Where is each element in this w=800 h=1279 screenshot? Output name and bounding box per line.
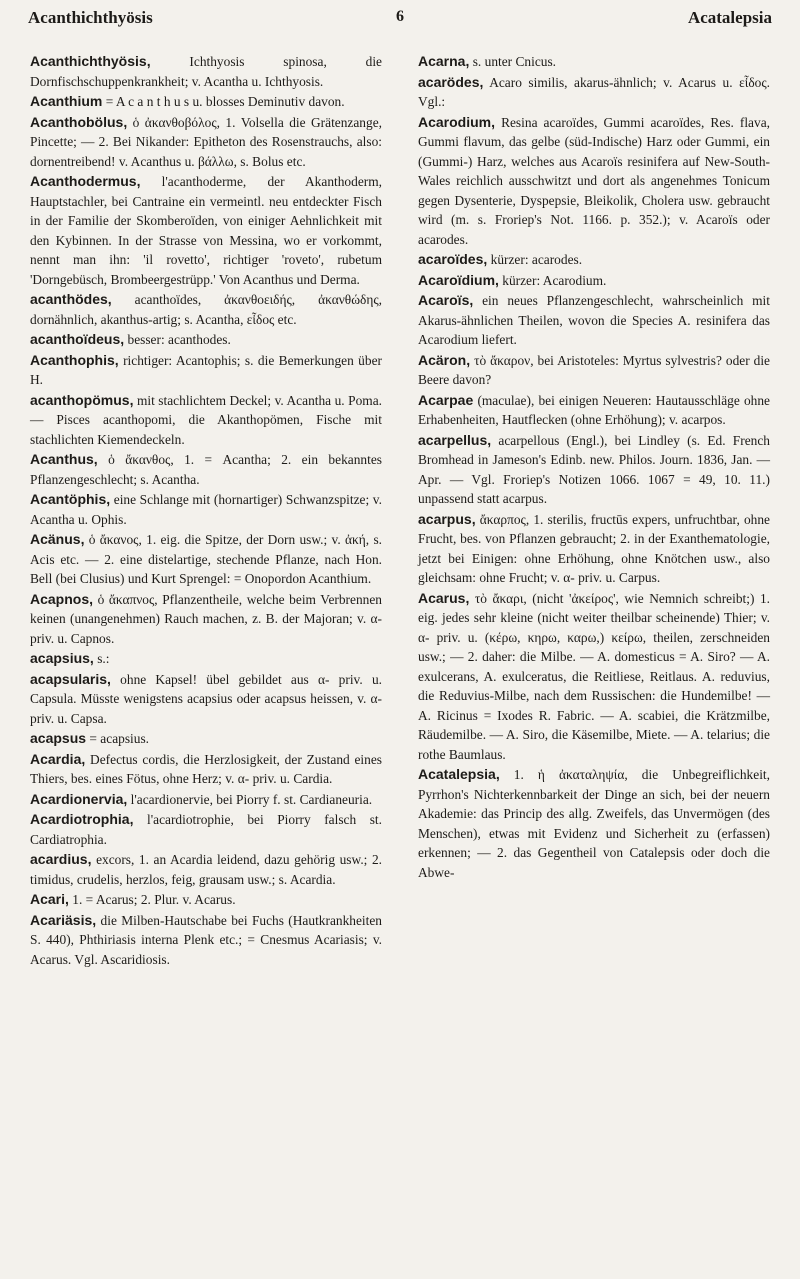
entry-definition: mit stachlichtem Deckel; v. Acantha u. Poma. — Pisces acanthopomi, die Akanthopömen, Fische mit stachlichten Kiemendeckeln. (30, 392, 382, 447)
right-column (418, 52, 770, 883)
dictionary-entry (30, 649, 382, 669)
entry-headword: Acanthodermus, (30, 173, 141, 189)
entry-headword: acanthoïdeus, (30, 331, 125, 347)
entry-headword: acarpus, (418, 510, 476, 527)
entry-headword: Acänus, (30, 531, 85, 547)
entry-definition: ein neues Pflanzengeschlecht, wahrscheinlich mit Akarus-ähnlichen Theilen, wovon die Species A. resinifera das Acarodium liefert. (418, 293, 770, 347)
dictionary-entry (30, 290, 382, 329)
dictionary-entry (418, 73, 770, 112)
dictionary-entry (30, 750, 382, 789)
entry-headword: acardius, (30, 851, 92, 867)
dictionary-entry (418, 291, 770, 350)
dictionary-entry (418, 351, 770, 390)
entry-headword: Acanthobölus, (30, 113, 128, 130)
entry-headword: Acantöphis, (30, 491, 111, 507)
dictionary-entry (418, 271, 770, 291)
dictionary-entry (30, 530, 382, 589)
entry-headword: Acardionervia, (30, 790, 128, 807)
dictionary-entry (418, 113, 770, 250)
dictionary-entry (418, 391, 770, 430)
entry-headword: acapsus (30, 730, 87, 746)
entry-headword: Acarodium, (418, 113, 496, 130)
dictionary-entry (30, 351, 382, 390)
entry-headword: Acaroïs, (418, 292, 474, 308)
entry-definition: eine Schlange mit (hornartiger) Schwanzspitze; v. Acantha u. Ophis. (30, 492, 382, 527)
entry-definition: ὁ ἄκανος, 1. eig. die Spitze, der Dorn usw.; v. ἀκή, s. Acis etc. — 2. eine distelartige, stechende Pflanze, nach Hon. Bell (bei Clusius) und Kurt Sprengel: = Onopordon Acanthium. (30, 532, 382, 586)
entry-definition: l'acanthoderme, der Akanthoderm, Hauptstachler, bei Cantraine ein vermeintl. neu entdeckter Fisch in der Familie der Skomberoïden, von einiger Aehnlichkeit mit den Kybinnen. In der Strasse von Messina, wo er vorkommt, nennt man ihn: 'il rovetto', richtiger 'roveto', rubetum 'Dorngebüsch, Brombeergestrüpp.' Von Acanthus und Derma. (30, 174, 382, 287)
entry-headword: Acardia, (30, 750, 86, 767)
dictionary-entry (30, 172, 382, 289)
entry-definition: ὁ ἄκανθος, 1. = Acantha; 2. ein bekanntes Pflanzengeschlecht; s. Acantha. (30, 452, 382, 487)
dictionary-entry (30, 850, 382, 889)
left-column (30, 52, 382, 970)
entry-definition: s.: (97, 651, 110, 666)
page-number: 6 (396, 8, 404, 25)
entry-headword: Acanthophis, (30, 351, 119, 368)
entry-headword: Acanthichthyösis, (30, 53, 151, 69)
dictionary-entry (418, 52, 770, 72)
dictionary-entry (30, 890, 382, 910)
entry-headword: acarpellus, (418, 431, 492, 448)
dictionary-entry (30, 670, 382, 729)
entry-definition: ὁ ἄκαπνος, Pflanzentheile, welche beim Verbrennen keinen (unangenehmen) Rauch machen, z. B. der Majoran; v. α-priv. u. Capnos. (30, 591, 382, 646)
entry-definition: l'acardionervie, bei Piorry f. st. Cardianeuria. (130, 791, 373, 807)
entry-definition: Resina acaroïdes, Gummi acaroïdes, Res. flava, Gummi flavum, das gelbe (süd-Indische) Harz oder Gummi, ein (Gummi-) Harz, welches aus Acaroïs resinifera auf New-South-Wales reichlich ausschwitzt und dort als angenehmes Tonicum gegen Dysenterie, Dyspepsie, Bleikolik, Cholera usw. gebraucht wird (m. s. Froriep's Not. 1166. p. 352.); v. Acaroïs oder acarodes. (418, 114, 770, 247)
entry-definition: kürzer: acarodes. (490, 252, 583, 267)
entry-definition: excors, 1. an Acardia leidend, dazu gehörig usw.; 2. timidus, crudelis, herzlos, feig, grausam usw.; s. Acardia. (30, 852, 382, 887)
entry-definition: = acapsius. (89, 731, 150, 746)
entry-definition: kürzer: Acarodium. (502, 272, 607, 288)
dictionary-entry (30, 391, 382, 450)
entry-headword: acaroïdes, (418, 251, 488, 267)
dictionary-entry (418, 589, 770, 765)
entry-definition: τὸ ἄκαρον, bei Aristoteles: Myrtus sylvestris? oder die Beere davon? (418, 352, 770, 387)
dictionary-entry (30, 590, 382, 649)
dictionary-entry (30, 490, 382, 529)
entry-definition: ὁ ἀκανθοβόλος, 1. Volsella die Grätenzange, Pincette; — 2. Bei Nikander: Epitheton des Rosenstrauchs, also: dornentreibend! v. Acanthus u. βάλλω, s. Bolus etc. (30, 114, 382, 169)
entry-headword: Acarpae (418, 391, 474, 408)
entry-definition: Acaro similis, akarus-ähnlich; v. Acarus u. εἶδος. Vgl.: (418, 74, 771, 109)
dictionary-entry (418, 250, 770, 270)
dictionary-entry (418, 431, 770, 509)
entry-headword: Acatalepsia, (418, 766, 500, 782)
entry-definition: = A c a n t h u s u. blosses Deminutiv davon. (105, 94, 345, 109)
dictionary-entry (30, 330, 382, 350)
entry-definition: 1. ἡ ἀκαταληψία, die Unbegreiflichkeit, Pyrrhon's Nichterkennbarkeit der Dinge an sich, bei der neuern Akademie: das Princip des allg. Zweifels, das Unvermögen (des Menschen), etwas mit Evidenz und Sicherheit zu (erfassen) erkennen; — 2. das Gegentheil von Catalepsis oder doch die Abwe- (418, 767, 770, 880)
entry-definition: l'acardiotrophie, bei Piorry falsch st. Cardiatrophia. (30, 812, 382, 847)
entry-headword: Acarna, (418, 53, 470, 69)
dictionary-entry (30, 113, 382, 172)
dictionary-entry (30, 790, 382, 810)
entry-definition: 1. = Acarus; 2. Plur. v. Acarus. (72, 892, 236, 907)
entry-definition: acanthoïdes, ἀκανθοειδής, ἀκανθώδης, dornähnlich, akanthus-artig; s. Acantha, εἶδος etc. (30, 292, 382, 327)
dictionary-entry (418, 510, 770, 588)
entry-definition: besser: acanthodes. (127, 332, 231, 347)
entry-definition: richtiger: Acantophis; s. die Bemerkungen über H. (30, 352, 382, 387)
entry-headword: acapsularis, (30, 670, 111, 687)
entry-definition: τὸ ἄκαρι, (nicht 'ἀκείρος', wie Nemnich schreibt;) 1. eig. jedes sehr kleine (nicht weiter theilbar scheinende) Thier; v. α- priv. u. (κέρω, κηρω, καρω,) κείρω, theilen, zerschneiden usw.; — 2. daher: die Milbe. — A. domesticus = A. Siro? — A. exulcerans, A. exulceratus, die Reitliese, Reitlaus. A. reduvius, die Reduvius-Milbe, nach dem Russischen: die Hundemilbe! — A. Ricinus = Ixodes R. Fabric. — A. scabiei, die Krätzmilbe, Räudemilbe. — A. Siro, die Käsemilbe, Miete. — A. telarius; die rothe Baumlaus. (418, 590, 770, 762)
running-head-left: Acanthichthyösis (28, 8, 153, 27)
dictionary-entry (30, 92, 382, 112)
entry-headword: Acäron, (418, 351, 471, 368)
entry-definition: s. unter Cnicus. (472, 54, 557, 69)
entry-headword: Acarus, (418, 589, 470, 606)
entry-definition: ἄκαρπος, 1. sterilis, fructūs expers, unfruchtbar, ohne Frucht, bes. von Pflanzen gebraucht; 2. in der Exanthematologie, jetzt bei Einigen: ohne Erhöhung, ohne Knötchen usw., also gleichsam: ohne Frucht; v. α- priv. u. Carpus. (418, 511, 770, 585)
entry-headword: acanthopömus, (30, 391, 134, 408)
entry-headword: Acari, (30, 891, 69, 907)
dictionary-entry (30, 729, 382, 749)
running-head-right: Acatalepsia (687, 8, 772, 27)
dictionary-entry (418, 765, 770, 882)
entry-headword: acarödes, (418, 73, 484, 90)
entry-headword: Acardiotrophia, (30, 811, 134, 827)
entry-headword: acanthödes, (30, 291, 112, 307)
dictionary-entry (30, 911, 382, 970)
entry-headword: Acanthium (30, 93, 103, 109)
entry-headword: Acapnos, (30, 590, 94, 607)
entry-definition: (maculae), bei einigen Neueren: Hautausschläge ohne Erhabenheiten, Hautflecken (ohne Erhöhung); v. acarpos. (418, 392, 771, 427)
dictionary-entry (30, 810, 382, 849)
entry-definition: Defectus cordis, die Herzlosigkeit, der Zustand eines Thiers, bes. eines Fötus, ohne Herz; v. α- priv. u. Cardia. (30, 751, 382, 786)
entry-definition: acarpellous (Engl.), bei Lindley (s. Ed. French Bromhead in Jameson's Edinb. new. Philos. Journ. 1836, Jan. — Apr. — Vgl. Froriep's Notizen 1066. 1067 = 49, 10. 11.) unpassend statt acarpus. (418, 432, 770, 506)
dictionary-entry (30, 52, 382, 91)
running-head (28, 8, 772, 34)
entry-definition: ohne Kapsel! übel gebildet aus α- priv. u. Capsula. Müsste wenigstens acapsius oder acapsus heissen, v. α- priv. u. Capsa. (30, 671, 382, 726)
dictionary-entry (30, 450, 382, 489)
entry-headword: Acanthus, (30, 451, 98, 467)
entry-headword: Acariäsis, (30, 911, 97, 928)
entry-headword: acapsius, (30, 650, 94, 666)
entry-headword: Acaroïdium, (418, 271, 499, 288)
entry-definition: Ichthyosis spinosa, die Dornfischschuppenkrankheit; v. Acantha u. Ichthyosis. (30, 54, 382, 89)
entry-definition: die Milben-Hautschabe bei Fuchs (Hautkrankheiten S. 440), Phthiriasis interna Plenk etc.; = Cnesmus Acariasis; v. Acarus. Vgl. Ascaridiosis. (30, 912, 382, 967)
